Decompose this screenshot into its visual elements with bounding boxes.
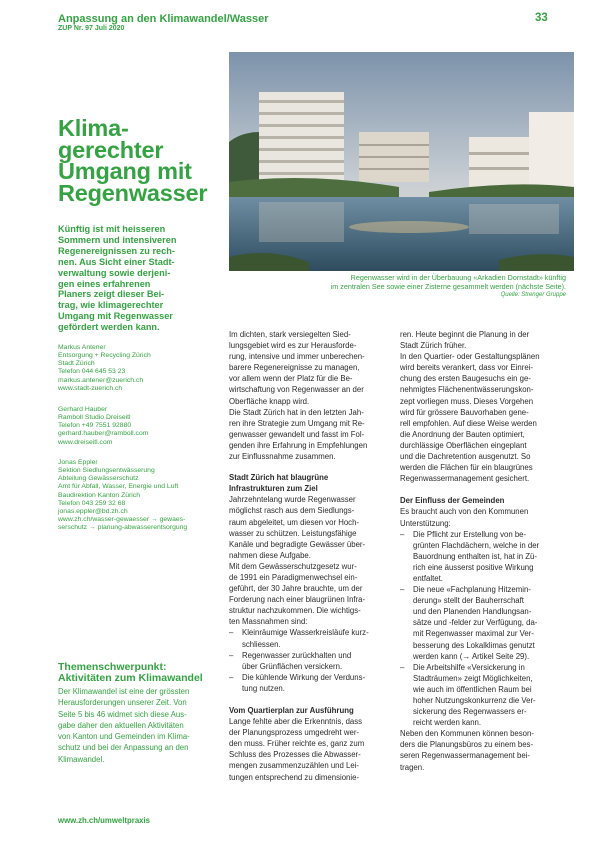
subheading: Vom Quartierplan zur Ausführung: [229, 706, 354, 715]
paragraph: Jahrzehntelang wurde Regenwasser möglichst rasch aus dem Siedlungs- raum abgeleitet, um diesen vor Hoch- wasser zu schützen. Leistungsfähige Kanäle und begradigte Gewässer über- nahmen diese Aufgabe. Mit dem Gewässerschutzgesetz wur- de 1991 ein Paradigmenwechsel ein- geführt, der 30 Jahre brauchte, um der Forderung nach einer blaugrünen Infra- struktur nachzukommen. Die wichtigs- ten Massnahmen sind:: [229, 495, 366, 627]
list-item: – Kleinräumige Wasserkreisläufe kurz- schliessen.: [229, 628, 369, 649]
contact-line: Abteilung Gewässerschutz: [58, 475, 139, 483]
list-item: – Die neue «Fachplanung Hitzemin- derung» stellt der Bauherrschaft und den Planenden Handlungsan- sätze und -felder zur Verfügung, da- mit Regenwasser maximal zur Ver- besserung des Lokalklimas genutzt werden kann (→ Artikel Seite 29).: [400, 585, 538, 661]
article-lead: Künftig ist mit heisseren Sommern und intensiveren Regenereignissen zu rech- nen. Aus Sicht einer Stadt- verwaltung sowie derjeni- gen eines erfahrenen Planers zeigt dieser Bei- trag, wie klimagerechter Umgang mit Regenwasser gefördert werden kann.: [58, 224, 177, 333]
list-item-text: Die kühlende Wirkung der Verduns- tung nutzen.: [242, 672, 366, 693]
paragraph: Im dichten, stark versiegelten Sied- lungsgebiet wird es zur Herausforde- rung, intensive und immer unberechen- barere Regenereignisse zu managen, vor allem wenn der Platz für die Be- wirtschaftung von Regenwasser an der Oberfläche knapp wird. Die Stadt Zürich hat in den letzten Jah- ren ihre Strategie zum Umgang mit Re- genwasser gewandelt und fasst im Fol- genden ihre Erfahrung in Empfehlungen zur Einflussnahme zusammen.: [229, 330, 368, 462]
lakeside-buildings-illustration: [229, 52, 574, 271]
photo-source: Quelle: Strenger Gruppe: [500, 292, 566, 298]
page-number: 33: [535, 12, 548, 24]
subheading: Stadt Zürich hat blaugrüne Infrastrukturen zum Ziel: [229, 473, 329, 494]
paragraph: Lange fehlte aber die Erkenntnis, dass der Planungsprozess umgedreht wer- den muss. Früher reichte es, ganz zum Schluss des Prozesses die Abwasser- mengen zusammenzuzählen und Lei- tungen entsprechend zu dimensionie-: [229, 717, 365, 782]
contact-line: Telefon 043 259 32 68: [58, 499, 126, 507]
hero-photo: [229, 52, 574, 271]
contact-line: Sektion Siedlungsentwässerung: [58, 467, 155, 475]
contact-line: Stadt Zürich: [58, 360, 95, 368]
list-item: – Die kühlende Wirkung der Verduns- tung nutzen.: [229, 672, 366, 693]
contact-email-link[interactable]: markus.antener@zuerich.ch: [58, 376, 144, 384]
section-title: Anpassung an den Klimawandel/Wasser: [58, 13, 269, 25]
contact-website-link[interactable]: www.stadt-zuerich.ch: [58, 384, 123, 392]
contact-website-link[interactable]: www.dreiseitl.com: [58, 438, 113, 446]
list-item-text: Die Pflicht zur Erstellung von be- grünten Flachdächern, welche in der Bauordnung enthalten ist, hat in Zü- rich eine äusserst positive Wirkung entfaltet.: [413, 529, 540, 583]
list-item-text: Die neue «Fachplanung Hitzemin- derung» stellt der Bauherrschaft und den Planenden Handlungsan- sätze und -felder zur Verfügung, da- mit Regenwasser maximal zur Ver- besserung des Lokalklimas genutzt werden kann (→ Artikel Seite 29).: [413, 585, 538, 661]
contact-line: Jonas Eppler: [58, 459, 98, 466]
list-item: – Die Arbeitshilfe «Versickerung in Stadträumen» zeigt Möglichkeiten, wie auch im öffentlichen Raum bei hoher Nutzungskonkurrenz die Ver- sickerung des Regenwassers er- reicht werden kann.: [400, 662, 536, 728]
footer-url-link[interactable]: www.zh.ch/umweltpraxis: [58, 816, 150, 825]
issue-label: ZUP Nr. 97 Juli 2020: [58, 25, 125, 32]
focus-title: Themenschwerpunkt: Aktivitäten zum Klimawandel: [58, 661, 203, 684]
contact-line: Gerhard Hauber: [58, 406, 108, 413]
list-item-text: Regenwasser zurückhalten und über Grünflächen versickern.: [242, 650, 352, 671]
author-contact-antener: [58, 344, 228, 393]
contact-line: Telefon 044 645 53 23: [58, 368, 126, 376]
contact-line: Amt für Abfall, Wasser, Energie und Luft: [58, 483, 179, 491]
column-right: [400, 329, 568, 773]
contact-line: Baudirektion Kanton Zürich: [58, 491, 140, 499]
contact-line: Telefon +49 7551 92880: [58, 422, 132, 430]
contact-website-link-cont[interactable]: serschutz → planung-abwasserentsorgung: [58, 524, 188, 532]
contact-email-link[interactable]: gerhard.hauber@ramboll.com: [58, 430, 149, 438]
article-headline: Klima- gerechter Umgang mit Regenwasser: [58, 115, 208, 206]
focus-body: Der Klimawandel ist eine der grössten Herausforderungen unserer Zeit. Von Seite 5 bis 46 widmet sich diese Aus- gabe daher den aktuellen Aktivitäten von Kanton und Gemeinden im Klima- schutz und bei der Anpassung an den Klimawandel.: [58, 687, 190, 764]
contact-website-link[interactable]: www.zh.ch/wasser-gewaesser → gewaes-: [58, 516, 186, 524]
author-contact-eppler: [58, 459, 228, 532]
list-item-text: Kleinräumige Wasserkreisläufe kurz- schliessen.: [242, 628, 369, 649]
author-contact-hauber: [58, 406, 228, 447]
photo-caption: Regenwasser wird in der Überbauung «Arkadien Dornstadt» künftig im zentralen See sowie einer Zisterne gesammelt werden (nächste Seite).: [330, 273, 566, 291]
list-item: – Die Pflicht zur Erstellung von be- grünten Flachdächern, welche in der Bauordnung enthalten ist, hat in Zü- rich eine äusserst positive Wirkung entfaltet.: [400, 529, 540, 583]
contact-line: Ramboll Studio Dreiseitl: [58, 414, 131, 422]
list-item-text: Die Arbeitshilfe «Versickerung in Stadträumen» zeigt Möglichkeiten, wie auch im öffentlichen Raum bei hoher Nutzungskonkurrenz die Ver- sickerung des Regenwassers er- reicht werden kann.: [413, 662, 536, 728]
paragraph: ren. Heute beginnt die Planung in der Stadt Zürich früher. In den Quartier- oder Gestaltungsplänen wird bereits verankert, dass vor Einrei- chung des ersten Baugesuchs ein ge- nehmigtes Flächenentwässerungskon- zept vorliegen muss. Dieses Vorgehen wird für grössere Bauvorhaben gene- rell empfohlen. Auf diese Weise werden die Anordnung der Bauten optimiert, durchlässige Oberflächen eingeplant und die Dachretention ausgenutzt. So werden die Flächen für ein blaugrünes Regenwassermanagement gesichert.: [400, 330, 540, 484]
contact-line: Entsorgung + Recycling Zürich: [58, 352, 151, 360]
paragraph: Neben den Kommunen können beson- ders die Planungsbüros zu einem bes- seren Regenwassermanagement bei- tragen.: [400, 729, 534, 772]
column-middle: [229, 329, 393, 783]
subheading: Der Einfluss der Gemeinden: [400, 496, 505, 506]
paragraph: Es braucht auch von den Kommunen Unterstützung:: [400, 507, 529, 528]
contact-email-link[interactable]: jonas.eppler@bd.zh.ch: [58, 507, 128, 515]
list-item: – Regenwasser zurückhalten und über Grünflächen versickern.: [229, 650, 352, 671]
contact-line: Markus Antener: [58, 344, 106, 351]
